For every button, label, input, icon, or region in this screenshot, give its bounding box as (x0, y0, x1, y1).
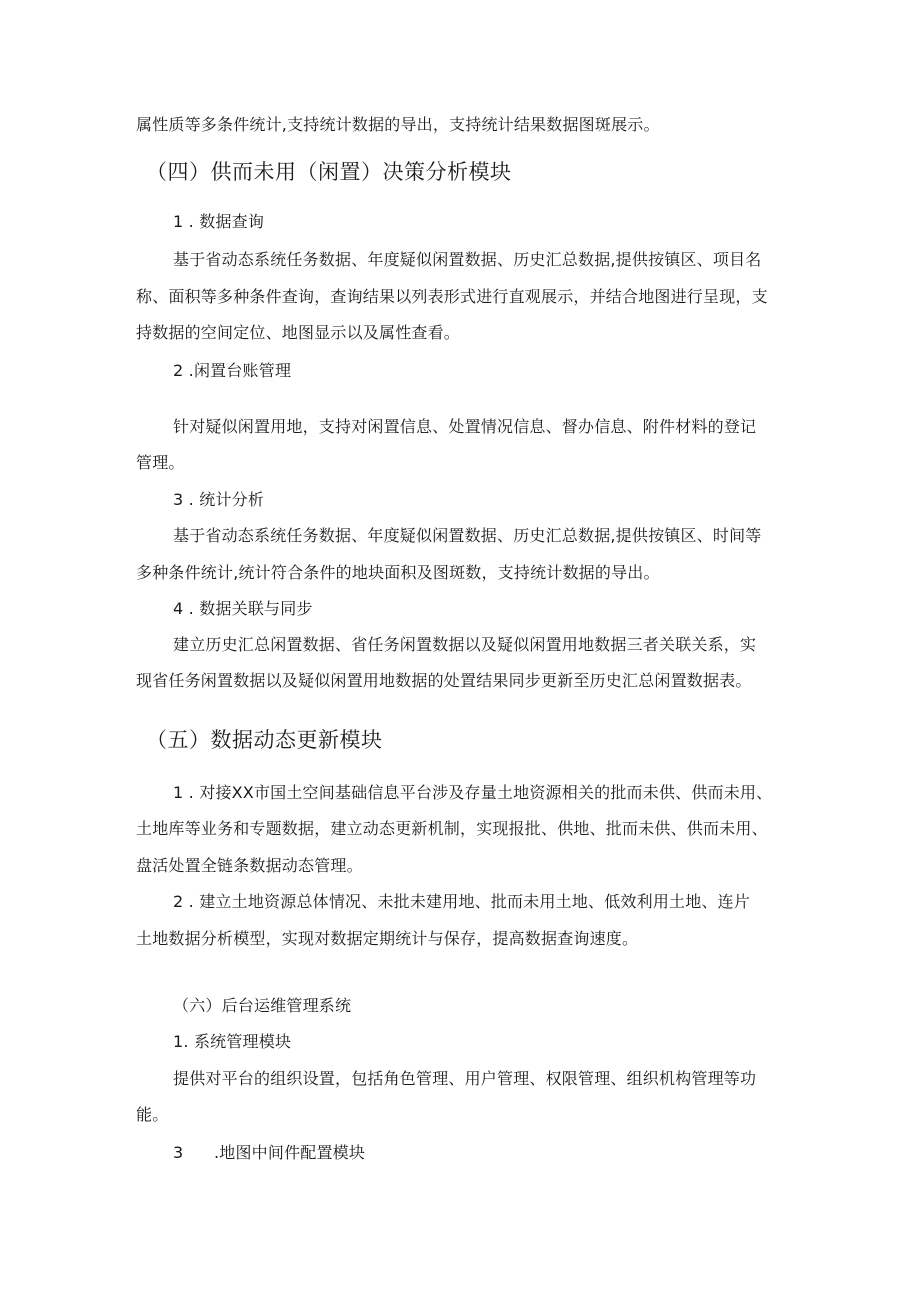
section-5-item-2-line-1: 2 . 建立土地资源总体情况、未批未建用地、批而未用土地、低效利用土地、连片 (173, 892, 751, 911)
section-5-item-1-line-3: 盘活处置全链条数据动态管理。 (136, 856, 363, 875)
section-4-item-4-line-1: 建立历史汇总闲置数据、省任务闲置数据以及疑似闲置用地数据三者关联关系，实 (173, 635, 757, 654)
section-5-item-1-line-1: 1 . 对接XX市国土空间基础信息平台涉及存量土地资源相关的批而未供、供而未用、 (173, 783, 773, 802)
section-5-item-2-line-2: 土地数据分析模型，实现对数据定期统计与保存，提高数据查询速度。 (136, 929, 639, 948)
section-4-item-3-line-1: 基于省动态系统任务数据、年度疑似闲置数据、历史汇总数据,提供按镇区、时间等 (173, 526, 762, 545)
section-4-item-1-label: 1 . 数据查询 (173, 212, 265, 231)
section-5-item-1-line-2: 土地库等业务和专题数据，建立动态更新机制，实现报批、供地、批而未供、供而未用、 (136, 819, 768, 838)
section-6-heading: （六）后台运维管理系统 (173, 996, 352, 1015)
paragraph-continuation: 属性质等多条件统计,支持统计数据的导出，支持统计结果数据图斑展示。 (136, 115, 660, 134)
section-4-item-2-label: 2 .闲置台账管理 (173, 361, 292, 380)
section-5-heading: （五）数据动态更新模块 (146, 728, 383, 752)
section-4-item-2-line-1: 针对疑似闲置用地，支持对闲置信息、处置情况信息、督办信息、附件材料的登记 (173, 417, 757, 436)
section-4-item-3-line-2: 多种条件统计,统计符合条件的地块面积及图斑数，支持统计数据的导出。 (136, 563, 660, 582)
section-4-heading: （四）供而未用（闲置）决策分析模块 (146, 160, 512, 184)
section-6-item-3-label: .地图中间件配置模块 (214, 1143, 366, 1162)
section-6-item-1-label: 1. 系统管理模块 (173, 1032, 292, 1051)
section-4-item-2-line-2: 管理。 (136, 453, 185, 472)
section-6-item-1-line-2: 能。 (136, 1105, 169, 1124)
section-6-item-3-number: 3 (173, 1143, 184, 1162)
section-4-item-3-label: 3 . 统计分析 (173, 490, 265, 509)
section-4-item-4-label: 4 . 数据关联与同步 (173, 599, 313, 618)
section-4-item-4-line-2: 现省任务闲置数据以及疑似闲置用地数据的处置结果同步更新至历史汇总闲置数据表。 (136, 671, 752, 690)
section-4-item-1-line-3: 持数据的空间定位、地图显示以及属性查看。 (136, 323, 461, 342)
section-4-item-1-line-2: 称、面积等多种条件查询，查询结果以列表形式进行直观展示，并结合地图进行呈现，支 (136, 287, 768, 306)
section-6-item-1-line-1: 提供对平台的组织设置，包括角色管理、用户管理、权限管理、组织机构管理等功 (173, 1069, 757, 1088)
section-4-item-1-line-1: 基于省动态系统任务数据、年度疑似闲置数据、历史汇总数据,提供按镇区、项目名 (173, 250, 762, 269)
